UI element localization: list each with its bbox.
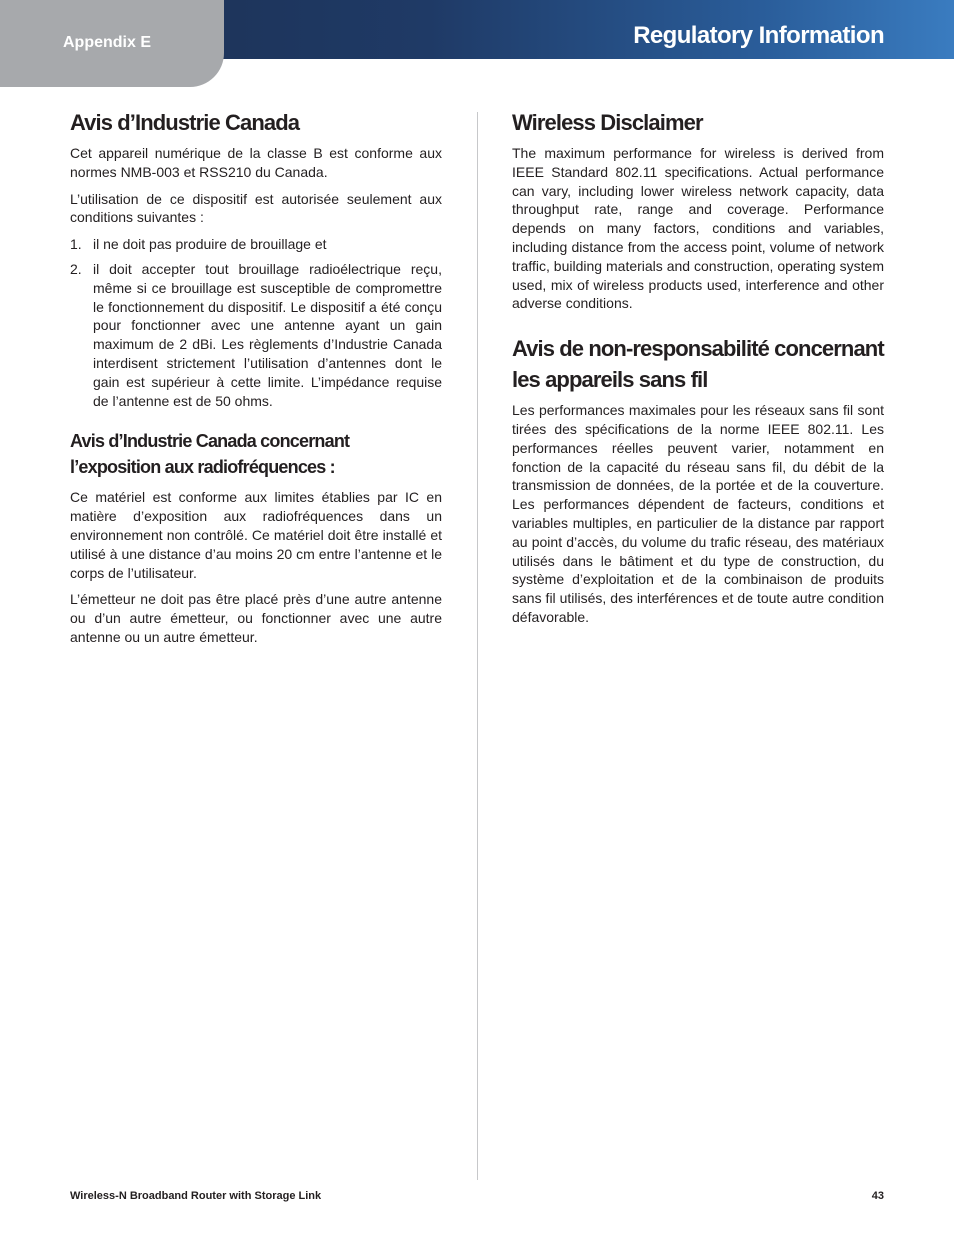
paragraph: L’utilisation de ce dispositif est autorisée seulement aux conditions suivantes : — [70, 190, 442, 226]
paragraph: The maximum performance for wireless is derived from IEEE Standard 802.11 specifications. Actual performance can vary, including lower wireless network capacity, data throughput rate, range and coverage. Performance depends on many factors, conditions and variables, including distance from the access point, volume of network traffic, building materials and construction, operating system used, mix of wireless products used, interference and other adverse conditions. — [512, 145, 884, 312]
list-item — [70, 235, 442, 254]
section-heading-industrie-canada: Avis d’Industrie Canada — [70, 110, 300, 135]
column-divider — [477, 112, 478, 1180]
section-heading-non-responsabilite: Avis de non-responsabilité concernant les appareils sans fil — [512, 336, 884, 393]
footer-product-name: Wireless-N Broadband Router with Storage Link — [70, 1190, 322, 1202]
paragraph: Ce matériel est conforme aux limites établies par IC en matière d’exposition aux radiofréquences dans un environnement non contrôlé. Ce matériel doit être installé et utilisé à une distance d’au moins 20 cm entre l’antenne et le corps de l’utilisateur. — [70, 489, 442, 581]
section-heading-wireless-disclaimer: Wireless Disclaimer — [512, 110, 703, 135]
list-number: 2. — [70, 260, 82, 277]
left-column — [70, 108, 442, 655]
list-item — [70, 260, 442, 410]
appendix-label: Appendix E — [63, 34, 152, 51]
list-text: il ne doit pas produire de brouillage et — [93, 236, 327, 253]
footer-page-number: 43 — [871, 1190, 884, 1202]
paragraph: Cet appareil numérique de la classe B est conforme aux normes NMB-003 et RSS210 du Canada. — [70, 145, 442, 180]
appendix-tab — [0, 0, 224, 87]
page-title: Regulatory Information — [633, 22, 884, 49]
paragraph: L’émetteur ne doit pas être placé près d’une autre antenne ou d’un autre émetteur, ou fonctionner avec une autre antenne ou un autre émetteur. — [70, 591, 442, 645]
section-heading-rf-exposure: Avis d’Industrie Canada concernant l’exposition aux radiofréquences : — [70, 431, 350, 478]
list-text: il doit accepter tout brouillage radioélectrique reçu, même si ce brouillage est susceptible de compromettre le fonctionnement du dispositif. Le dispositif a été conçu pour fonctionner avec une antenne ayant un gain maximum de 2 dBi. Les règlements d’Industrie Canada interdisent strictement l’utilisation d’antennes dont le gain est supérieur à cette limite. L’impédance requise de l’antenne est de 50 ohms. — [93, 260, 442, 409]
list-number: 1. — [70, 236, 82, 253]
paragraph: Les performances maximales pour les réseaux sans fil sont tirées des spécifications de la norme IEEE 802.11. Les performances réelles peuvent varier, notamment en fonction de la capacité du réseau sans fil, du débit de la transmission de données, de la portée et de la couverture. Les performances dépendent de facteurs, conditions et variables multiples, en particulier de la distance par rapport au point d’accès, du volume du trafic réseau, des matériaux utilisés dans le bâtiment et du type de construction, du système d’exploitation et de la combinaison de produits sans fil utilisés, des interférences et de toute autre condition défavorable. — [512, 402, 884, 625]
conditions-list — [70, 235, 442, 410]
right-column — [512, 108, 884, 635]
